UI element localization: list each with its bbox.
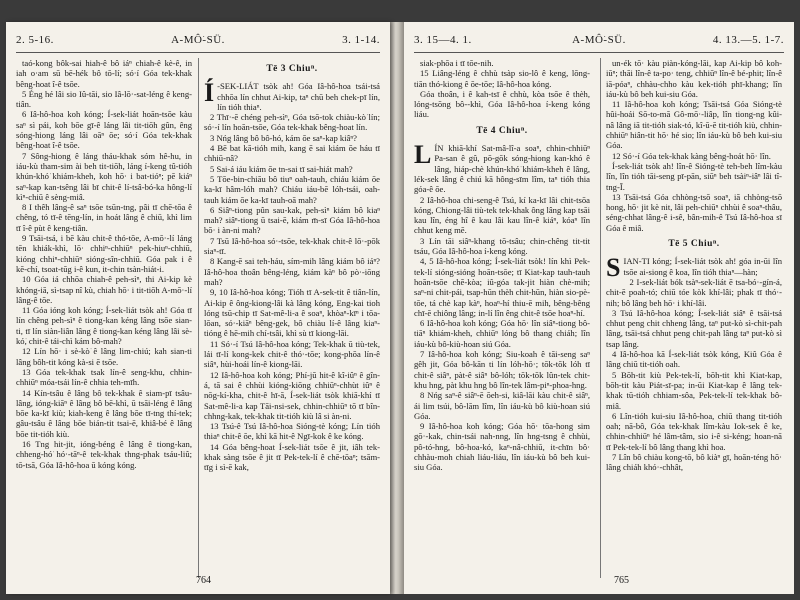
verse-paragraph: 5 Bōh-tit kiù Pek-tek-lí, bōh-tit khì Kiat-kap, bōh-tit kàu Piát-sī-pa; in-ūi Kiat-kap ê lâng tek-khak tū-tióh chhiam-sôa, Pek-tek-lí tek-khak bô-miâ. [606, 369, 782, 411]
verse-paragraph: SIAN-TI kóng; Í-sek-liát tsòk ah! góa in-ūi lîn tsōe ai-siong ê koa, lîn tióh thiaⁿ—hàn; [606, 253, 782, 283]
right-column-1 [414, 58, 590, 573]
verse-paragraph: 13 Tsú-ê Tsú Iâ-hô-hoa Sióng-tè kóng; Lín tióh thiaⁿ chit-ê ōe, khì kā hit-ê Ngī-kok ê ke kóng. [204, 421, 380, 442]
verse-paragraph: 16 Tng hit-jit, ióng-béng ê lâng ê tiong-kan, chheng-hó͘ hó·-tāⁿ-ê tek-khak thng-phak tsáu-liû; tō-tsā, Góa Iâ-hô-hoa ū kóng kóng. [16, 438, 192, 470]
verse-paragraph: Góa thoân, i ê kah-tsī ê chhù, kòa tsōe ê thèh, lóng-tsōng bô--khì, Góa Iâ-hô-hoa í-keng kóng liáu. [414, 88, 590, 120]
verse-paragraph: taó-kong bôk-sai hiah-ê bô iáⁿ chiah-ê kè-ê, in iah o·am sū bē-hék bô tō-lí; só·í Góa tek-khak bêng-hoat î-ê tsōe. [16, 58, 192, 89]
header-rule [414, 52, 784, 53]
verse-paragraph: 5 Sai-á iáu kiám ōe tn-sai tī sai-hiát mah? [210, 163, 353, 174]
left-page [6, 22, 390, 594]
verse-paragraph: 10 Góa iá chhōa chiah-ê peh-sìⁿ, thi Ai-kip kè khóng-iā, sì-tsap nî kù, chiah hō· i tit-tiōh A-mō·-lí lâng-ê tōe. [16, 274, 192, 305]
header-rule [16, 52, 380, 53]
verse-paragraph: 9 Tsāi-tsá, i bē kàu chit-ê thó-tōe, A-mō·-lí láng tēn khiák-khì, lō· chhiⁿ-chhiūⁿ pek-hiuⁿ-chhiū, kióng chhiⁿ-chhiūⁿ sióng-sîn-chhiū. Góa pak i ê kē-chí, tsoat-tūg i-ê kun, it-chin tsàn-hiát-i. [16, 233, 192, 274]
verse-paragraph: 7 Lîn bô chiàu kong-tō, bô kiàⁿ gī, hoān-téng hō· lâng chiáh khó·-chhât, [606, 451, 782, 473]
column-divider [198, 58, 199, 578]
drop-cap: S [606, 253, 621, 283]
left-column-1 [16, 58, 192, 573]
verse-paragraph: 11 Góa ióng koh kóng; Í-sek-liát tsòk ah! Góa tī lín chêng peh-sìⁿ ê tiong-kan kéng lâng tsōe sian-ti, tī lín siàn-liân lâng ê tiong-kan kéng lâng lâi sè-kó͘, chit-ê tái-chì kám bô-mah? [16, 305, 192, 347]
verse-paragraph: 7 Tsū Iâ-hô-hoa só·-tsōe, tek-khak chit-ê lō·-pōk siaⁿ-tī. [204, 235, 380, 257]
verse-paragraph: 4, 5 Iâ-hô-hoa kóng; Í-sek-liát tsòk! lín khì Pek-tek-lí sióng-sióng hoān-tsōe; tī Kiat-kap tauh-tauh hoān-tsōe chē-kòa; iû-góa tak-jit hiàn chè-mih; saⁿ-ni chit-pái, tsap-hūn thèh chit-hūn, hiàn sio-pè-tōe, tá chè kap kàⁿ, hoaⁿ-hí thiu-ē mih, bêng-bêng chī-ē chiông lâng; in-lí lîn êng chit-ê tsōe hoaⁿ-hí. [414, 256, 590, 318]
verse-paragraph: 3 Tsú Iâ-hô-hoa kóng; Í-sek-liát siâⁿ ê tsāi-tsá chhut peng chit chheng lâng, taⁿ put-kò sì-chit-pah lâng, tsāi-tsá chhut peng chit-pah lâng taⁿ put-kò sì tsap lâng. [606, 307, 782, 349]
verse-paragraph: 11 Iâ-hô-hoa koh kóng; Tsāi-tsá Góa Sióng-tè hûi-hoái Sō-to-mā Gô-mō·-liâp, lîn tiong-ng kûi-nâ lâng iā tit-tióh siak-tó, kî-ū-ē tit-tióh kiù, chhin-chhiūⁿ hiân-tit hō· hé sio; lîn iáu-kù bô beh kui-siu Góa. [606, 99, 782, 151]
verse-paragraph: 2 I-sek-liát bók tsàⁿ-sek-liát ē tsa-bó·-gín-á, chit-ē poah-tó; chiū tóe kòk khí-lâi; phak tī thó·-nih; bô lâng beh hō· i khí-lâi. [606, 276, 782, 308]
verse-paragraph: 5 Tōe-bin-chiāu bô tiuⁿ oah-tauh, chiáu kiám ōe ka-kī hâm-lóh mah? Chiáu iáu-bē lóh-tsái, oah-tauh kiám ōe ka-kī tauh-oā mah? [204, 173, 380, 205]
verse-paragraph: 5 Éng hé lâi sio Iû-tāi, sio Iâ-lō·-sat-léng ê keng-tiân. [16, 88, 192, 110]
verse-paragraph: 15 Liâng-léng ê chhù tsàp sio-lô ê keng, lōng-tiān thó-kiong ê ōe-tōe; Iâ-hô-hoa kóng. [414, 68, 590, 89]
verse-paragraph: siak-phōa i tī tōe-nih. [420, 58, 494, 68]
page-number: 765 [614, 575, 629, 586]
verse-paragraph: 2 Thī·-ē chéng peh-sìⁿ, Góa tsō-tok chiàu-kò͘ lín; só·-í lín hoān-tsōe, Góa tek-khak bêng-hoat lín. [204, 112, 380, 133]
verse-paragraph: 8 Nńg saⁿ-ê siâⁿ-ē ōeh-si, kiâ-lāi kàu chit-ê siâⁿ, ái lim tsúi, bô-lām lîm, lîn iáu-kù bô kiù-hoan siú Góa. [414, 390, 590, 421]
verse-paragraph: 7 Sông-hiong ê láng tháu-khak sóm hê-hu, in iáu-kù tham-sim ài beh tit-tiōh, láng í-keng tû-tióh khún-khó͘ khiám-kheh, koh hō· i bat-tióⁿ; pē kiáⁿ saⁿ-kap kan-tsêng lâi bī chit-ê lí-tsâ-bó-ka hông-lí kìⁿ-chiū ê sèng-miâ. [16, 150, 192, 202]
verse-paragraph: 4 Bē bat kā-tióh mih, kang ē sai kiám ōe háu tī chhiū-nâ? [204, 143, 380, 164]
verse-paragraph: 13 Góa tek-khak tsak lín-ê seng-khu, chhin-chhiūⁿ móa-tsái lín-ê chhia teh-mīh. [16, 366, 192, 388]
verse-paragraph: un-ék tō· kàu piàn-kóng-lāi, kap Ai-kip bô koh-iūⁿ; thāi lîn-ê ta-po· teng, chhiūⁿ lîn-ê bé-phit; lîn-ê iā-póaⁿ, chhàu-chho kàu kek-tióh phī-khang; lîn iáu-kù bô beh kui-siu Góa. [606, 58, 782, 99]
verse-paragraph: 6 Siâⁿ-tiong pûn sau-kak, peh-sìⁿ kiám bô kiaⁿ mah? siâⁿ-tiong ū tsai-ē, kiám m̄-sī Góa Iâ-hô-hoa bō· i àn-ni mah? [204, 204, 380, 236]
verse-paragraph: 14 Kín-tsâu ê lâng bô tek-khak ê siam-pī tsâu-lâng, ióng-kiāⁿ ê lâng bô bē-khì, ū tsāi-léng ê lâng bōe ka-kī kiù; kiah-keng ê lâng bōe tī-tng thí-tek; gâu-tsâu ê lâng bōe bián-tit tsai-ē, khiâ-bé ê lâng bōe tit-tióh kiù. [16, 387, 192, 439]
verse-paragraph: 2 Iâ-hô-hoa chi-seng-ê Tsú, kí ka-kī lâi chit-tsōa kóng, Chiong-lâi tiù-tek tek-khak ông lâng kap tsāi kau lîn, éng hî ê kau lâi kau lîn-ê kiáⁿ, kóaⁿ lîn chhut keng mē. [414, 194, 590, 236]
drop-cap: L [414, 140, 432, 170]
verse-paragraph: 12 Só·-í Góa tek-khak kàng bêng-hoát hō· lîn. [612, 150, 771, 161]
verse-paragraph: 8 I thêh lâng-ê saⁿ tsōe tsūn-tng, pâi tī chē-tōa ê chêng, tó tī-ê tēng-lín, in hoát lâng ê chiū, khì lim tī î-ê pùt ê keng-tiân. [16, 202, 192, 233]
right-header-range: 3. 15—4. 1. [414, 34, 472, 46]
chapter-heading: Tē 3 Chiuⁿ. [266, 64, 318, 74]
verse-paragraph: 11 Só·-í Tsú Iâ-hô-hoa kóng; Tek-khak ū tiù-tek, lái tī-lí kong-kek chit-ê thó·-tōe; kong-phōa lín-ê siâⁿ, hùi-hoái lín-ê kiong-lāi. [204, 338, 380, 370]
left-header-range-right: 3. 1-14. [342, 34, 380, 46]
left-column-2 [204, 58, 380, 573]
verse-paragraph: 6 Iâ-hô-hoa koh kóng; Í-sek-liát hoān-tsōe kàu saⁿ sì pái, koh bōe gī-ê láng lâi tit-tiōh gûn, êng sóng-hiong láng lâi oāⁿ ōe; só·í Góa tek-khak bêng-hoat î-ê tsōe. [16, 109, 192, 151]
right-header-title: A-MÔ͘-SÜ. [572, 34, 626, 46]
page-number: 764 [196, 575, 211, 586]
right-column-2 [606, 58, 782, 573]
right-page [404, 22, 794, 594]
drop-cap: Í [204, 78, 215, 108]
left-header-title: A-MÔ͘-SÜ. [171, 34, 225, 46]
book-gutter [390, 22, 404, 594]
right-header-range-right: 4. 13.—5. 1-7. [712, 34, 784, 46]
right-running-header [414, 34, 784, 52]
verse-paragraph: 6 Lîn-tióh kui-siu Iâ-hô-hoa, chiū thang tit-tióh oah; nā-bô, Góa tek-khak lîm-kàu Iok-sek ê ke, chhin-chhiūⁿ hé lâm-tâm, sio i-ê si-kéng; hoan-nā tī Pek-tek-lí bô lâng thang khì hoa. [606, 410, 782, 452]
verse-paragraph: 14 Góa bêng-hoat Í-sek-liát tsōe ê jit, iâh tek-khak sàng tsōe ê jit tī Pek-tek-lí ê chē-tōaⁿ; tsām-tīg i sì-ē kak, [204, 441, 380, 473]
column-divider [600, 58, 601, 578]
chapter-heading: Tē 4 Chiuⁿ. [476, 125, 528, 136]
verse-paragraph: 13 Tsāi-tsá Góa chhòng-tsō soaⁿ, iā chhòng-tsō hong, hō· jit kè nit, lâi peh-chiūⁿ chhùi ê soaⁿ-thâu, séng-chhat lâng-ê i-sê, bân-mih-ê Tsú Iâ-hô-hoa sī Góa ê miâ. [606, 191, 782, 233]
verse-paragraph: 3 Nńg lâng bô bô-hó, kám ōe saⁿ-kap kiâⁿ? [210, 132, 357, 143]
verse-paragraph: Í-sek-liát tsòk ah! lîn-ê Sióng-tè teh-beh lîm-kàu lîn, lîn tióh tāi-seng pī-pān, siūⁿ beh tsàiⁿ-iâⁿ lâi tî-tng-Ī. [606, 160, 782, 192]
verse-paragraph: 7 Iâ-hô-hoa koh kóng; Siu-koah ê tāi-seng saⁿ gêh jit, Góa bô-kān ti lín lóh-hō·; tōk-tōk lóh tī chit-ê siâⁿ, pàt-ê siâⁿ bô-lóh; tōk-tōk lûn-tek chit-khu hng, pàt khu hng bô lîn-tek lâm-piⁿ-phoa-hng. [414, 349, 590, 390]
verse-paragraph: 9, 10 Iâ-hô-hoa kóng; Tióh tī A-sek-tit ê tiân-lín, Ai-kip ê ông-kiong-lâi kà lâng kóng, Eng-kai tioh lóng tsū-chip tī Sat-mê-li-a ê soaⁿ, khòaⁿ-kīⁿ i tōa-lōan, só·-kiāⁿ bêng-gek, bô chiàu lí-ê lâng kiaⁿ-tióng ê hē-mih chí-tsâi, khì sù tī kiong-lāi. [204, 287, 380, 339]
verse-paragraph: 3 Lín tāi siâⁿ-khang tō-tsâu; chin-chêng tit-tit tsáu, Góa Iâ-hô-hoa í-keng kóng. [414, 235, 590, 257]
verse-paragraph: 8 Kang-ē sai teh-háu, sím-mih lâng kiám bô iáⁿ? Iâ-hô-hoa thoân bêng-léng, kiám kàⁿ bô pò·-iōng mah? [204, 256, 380, 287]
left-header-range: 2. 5-16. [16, 34, 54, 46]
verse-paragraph: LÍN khiā-khí Sat-mâ-lî-a soaⁿ, chhin-chhiūⁿ Pa-san ê gû, pō-gōk sóng-hiong kan-khó ê lâng, hiáp-chè khún-khó͘ khiám-kheh ê lâng, lék-sek lâng ê chiú kā hông-sīm lîm, taⁿ tióh thia góa-ê ōe. [414, 140, 590, 195]
verse-paragraph: Í -SEK-LIÁT tsòk ah! Góa Iâ-hô-hoa tsái-tsá chhōa lín chhut Ai-kip, taⁿ chū beh chek-pī lín, lín tióh thiaⁿ. [204, 78, 380, 112]
verse-paragraph: 4 Iâ-hô-hoa kā Í-sek-liát tsòk kóng, Kiû Góa ê lâng chiū tit-tióh oah. [606, 349, 782, 370]
verse-paragraph: 6 Iâ-hô-hoa koh kóng; Góa hō· lîn siâⁿ-tiong bô-tiāⁿ khiám-kheh, chhiūⁿ lóng bô thang chiáh; lîn iáu-kù bô-kiù-hoan siú Góa. [414, 318, 590, 349]
verse-paragraph: 12 Iâ-hô-hoa koh kóng; Phí-jū hit-ê kî-iûⁿ ê gîn-á, tā sai ê chhùi kióng-kiōng chhiūⁿ-chhùt iûⁿ ê nōg-kí-kha, chit-ê hī-ā, Í-sek-liát tsòk khiā-khí tī Sat-mê-li-a kap Tāi-nsi-sek, chhin-chhiūⁿ tō tī bîn-chhng-kak, tek-khak tit-tióh kiù lâ si àn-ni. [204, 369, 380, 421]
chapter-heading: Tē 5 Chiuⁿ. [668, 239, 720, 250]
verse-paragraph: 12 Lín hō· i sè-kò͘ ê lâng lim-chiú; kah sian-ti lâng bôh-tit kóng kà-si ē tsōe. [16, 346, 192, 367]
verse-paragraph: 9 Iâ-hô-hoa koh kóng; Góa hō· tōa-hong sim gō·-kak, chin-tsái nah-nng, lîn hng-tsng ê chhùi, pô-tó-hng, bô-hoa-kó, kaⁿ-nâ-chhiū, it-chīn bô· chhàu-moh chiah liáu-liáu, lîn iáu-kù bô beh kui-siu Góa. [414, 421, 590, 473]
left-running-header [16, 34, 380, 52]
